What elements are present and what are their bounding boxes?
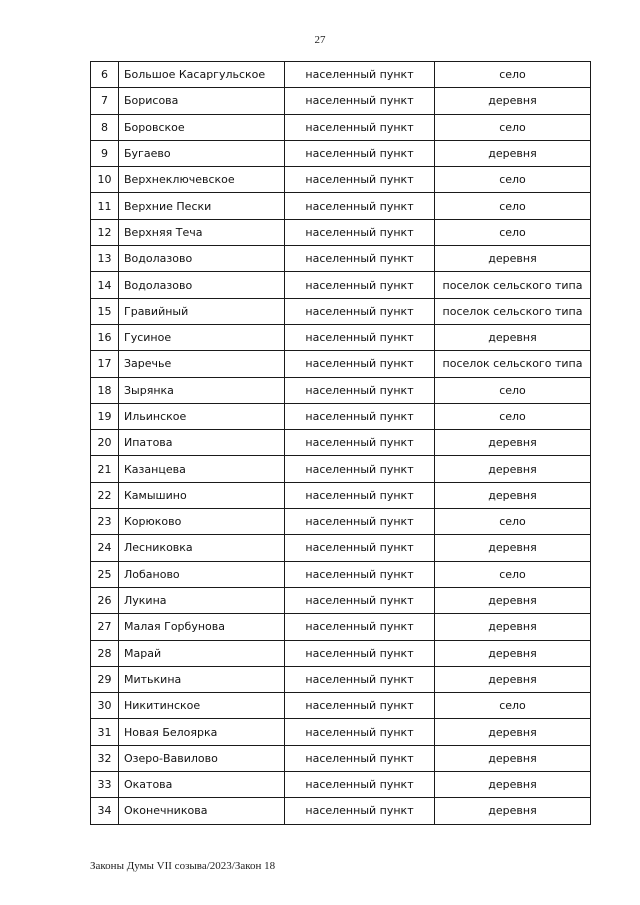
table-row	[91, 666, 591, 692]
row-number-cell: 33	[91, 772, 119, 798]
table-row	[91, 193, 591, 219]
settlement-type-cell: село	[435, 693, 591, 719]
row-number-cell: 18	[91, 377, 119, 403]
table-row	[91, 246, 591, 272]
row-number-cell: 28	[91, 640, 119, 666]
row-number-cell: 7	[91, 88, 119, 114]
settlement-name-cell: Водолазово	[119, 246, 285, 272]
settlement-kind-cell: населенный пункт	[285, 798, 435, 824]
settlement-name-cell: Озеро-Вавилово	[119, 745, 285, 771]
settlement-type-cell: деревня	[435, 798, 591, 824]
settlement-kind-cell: населенный пункт	[285, 193, 435, 219]
settlement-kind-cell: населенный пункт	[285, 482, 435, 508]
table-row	[91, 745, 591, 771]
settlement-kind-cell: населенный пункт	[285, 719, 435, 745]
settlement-name-cell: Верхние Пески	[119, 193, 285, 219]
table-row	[91, 535, 591, 561]
row-number-cell: 20	[91, 430, 119, 456]
settlement-kind-cell: населенный пункт	[285, 745, 435, 771]
settlement-kind-cell: населенный пункт	[285, 140, 435, 166]
settlement-type-cell: село	[435, 377, 591, 403]
settlement-type-cell: село	[435, 219, 591, 245]
row-number-cell: 12	[91, 219, 119, 245]
settlement-name-cell: Казанцева	[119, 456, 285, 482]
settlement-kind-cell: населенный пункт	[285, 666, 435, 692]
settlement-name-cell: Новая Белоярка	[119, 719, 285, 745]
settlement-name-cell: Заречье	[119, 351, 285, 377]
settlement-kind-cell: населенный пункт	[285, 403, 435, 429]
settlement-type-cell: деревня	[435, 482, 591, 508]
settlement-kind-cell: населенный пункт	[285, 219, 435, 245]
settlement-type-cell: поселок сельского типа	[435, 298, 591, 324]
settlement-name-cell: Оконечникова	[119, 798, 285, 824]
table-row	[91, 377, 591, 403]
row-number-cell: 21	[91, 456, 119, 482]
settlement-type-cell: поселок сельского типа	[435, 351, 591, 377]
table-row	[91, 640, 591, 666]
settlement-kind-cell: населенный пункт	[285, 561, 435, 587]
settlement-type-cell: деревня	[435, 456, 591, 482]
settlement-kind-cell: населенный пункт	[285, 167, 435, 193]
settlement-type-cell: деревня	[435, 745, 591, 771]
settlement-type-cell: село	[435, 167, 591, 193]
settlement-type-cell: деревня	[435, 640, 591, 666]
settlement-kind-cell: населенный пункт	[285, 324, 435, 350]
table-row	[91, 772, 591, 798]
settlement-name-cell: Гравийный	[119, 298, 285, 324]
settlement-type-cell: село	[435, 114, 591, 140]
row-number-cell: 25	[91, 561, 119, 587]
settlement-type-cell: деревня	[435, 666, 591, 692]
settlement-type-cell: деревня	[435, 587, 591, 613]
table-row	[91, 482, 591, 508]
table-row	[91, 114, 591, 140]
table-row	[91, 298, 591, 324]
settlement-name-cell: Гусиное	[119, 324, 285, 350]
settlement-name-cell: Верхнеключевское	[119, 167, 285, 193]
row-number-cell: 32	[91, 745, 119, 771]
table-row	[91, 272, 591, 298]
row-number-cell: 9	[91, 140, 119, 166]
row-number-cell: 19	[91, 403, 119, 429]
settlement-type-cell: село	[435, 403, 591, 429]
table-row	[91, 614, 591, 640]
settlement-kind-cell: населенный пункт	[285, 272, 435, 298]
settlement-type-cell: деревня	[435, 88, 591, 114]
table-row	[91, 561, 591, 587]
settlement-type-cell: деревня	[435, 324, 591, 350]
row-number-cell: 11	[91, 193, 119, 219]
settlement-name-cell: Камышино	[119, 482, 285, 508]
table-row	[91, 219, 591, 245]
table-row	[91, 798, 591, 824]
settlement-kind-cell: населенный пункт	[285, 587, 435, 613]
settlement-type-cell: село	[435, 561, 591, 587]
settlement-name-cell: Малая Горбунова	[119, 614, 285, 640]
settlement-type-cell: деревня	[435, 535, 591, 561]
settlement-name-cell: Большое Касаргульское	[119, 62, 285, 88]
settlement-name-cell: Лесниковка	[119, 535, 285, 561]
table-row	[91, 351, 591, 377]
settlement-type-cell: село	[435, 509, 591, 535]
row-number-cell: 15	[91, 298, 119, 324]
settlement-name-cell: Ильинское	[119, 403, 285, 429]
settlement-name-cell: Никитинское	[119, 693, 285, 719]
table-row	[91, 456, 591, 482]
page-footer: Законы Думы VII созыва/2023/Закон 18	[90, 860, 276, 872]
settlement-type-cell: деревня	[435, 246, 591, 272]
row-number-cell: 22	[91, 482, 119, 508]
settlement-type-cell: деревня	[435, 614, 591, 640]
settlement-kind-cell: населенный пункт	[285, 114, 435, 140]
table-row	[91, 88, 591, 114]
table-row	[91, 719, 591, 745]
settlement-kind-cell: населенный пункт	[285, 640, 435, 666]
settlement-type-cell: поселок сельского типа	[435, 272, 591, 298]
table-row	[91, 140, 591, 166]
row-number-cell: 24	[91, 535, 119, 561]
settlement-kind-cell: населенный пункт	[285, 456, 435, 482]
settlement-kind-cell: населенный пункт	[285, 430, 435, 456]
row-number-cell: 34	[91, 798, 119, 824]
settlements-table-body	[91, 62, 591, 825]
settlement-type-cell: деревня	[435, 719, 591, 745]
table-row	[91, 62, 591, 88]
settlement-name-cell: Лукина	[119, 587, 285, 613]
row-number-cell: 30	[91, 693, 119, 719]
table-row	[91, 509, 591, 535]
table-row	[91, 587, 591, 613]
settlement-kind-cell: населенный пункт	[285, 246, 435, 272]
settlement-type-cell: село	[435, 62, 591, 88]
settlement-kind-cell: населенный пункт	[285, 377, 435, 403]
settlement-name-cell: Корюково	[119, 509, 285, 535]
settlements-table	[90, 61, 591, 825]
settlement-name-cell: Борисова	[119, 88, 285, 114]
row-number-cell: 14	[91, 272, 119, 298]
settlement-kind-cell: населенный пункт	[285, 298, 435, 324]
settlement-kind-cell: населенный пункт	[285, 772, 435, 798]
table-row	[91, 693, 591, 719]
page-number: 27	[314, 34, 326, 46]
settlement-kind-cell: населенный пункт	[285, 351, 435, 377]
settlement-kind-cell: населенный пункт	[285, 509, 435, 535]
row-number-cell: 8	[91, 114, 119, 140]
settlement-name-cell: Верхняя Теча	[119, 219, 285, 245]
row-number-cell: 6	[91, 62, 119, 88]
settlement-name-cell: Окатова	[119, 772, 285, 798]
row-number-cell: 26	[91, 587, 119, 613]
settlement-kind-cell: населенный пункт	[285, 614, 435, 640]
settlement-kind-cell: населенный пункт	[285, 535, 435, 561]
settlement-name-cell: Митькина	[119, 666, 285, 692]
settlement-name-cell: Зырянка	[119, 377, 285, 403]
settlement-name-cell: Ипатова	[119, 430, 285, 456]
row-number-cell: 13	[91, 246, 119, 272]
settlement-name-cell: Лобаново	[119, 561, 285, 587]
row-number-cell: 31	[91, 719, 119, 745]
settlement-type-cell: деревня	[435, 772, 591, 798]
table-row	[91, 403, 591, 429]
row-number-cell: 27	[91, 614, 119, 640]
settlement-name-cell: Водолазово	[119, 272, 285, 298]
settlement-type-cell: деревня	[435, 430, 591, 456]
row-number-cell: 16	[91, 324, 119, 350]
row-number-cell: 23	[91, 509, 119, 535]
settlement-kind-cell: населенный пункт	[285, 693, 435, 719]
settlement-name-cell: Бугаево	[119, 140, 285, 166]
settlement-name-cell: Марай	[119, 640, 285, 666]
row-number-cell: 29	[91, 666, 119, 692]
row-number-cell: 10	[91, 167, 119, 193]
settlement-kind-cell: населенный пункт	[285, 88, 435, 114]
settlement-name-cell: Боровское	[119, 114, 285, 140]
row-number-cell: 17	[91, 351, 119, 377]
table-row	[91, 430, 591, 456]
table-row	[91, 324, 591, 350]
settlement-type-cell: село	[435, 193, 591, 219]
settlement-kind-cell: населенный пункт	[285, 62, 435, 88]
table-row	[91, 167, 591, 193]
settlement-type-cell: деревня	[435, 140, 591, 166]
